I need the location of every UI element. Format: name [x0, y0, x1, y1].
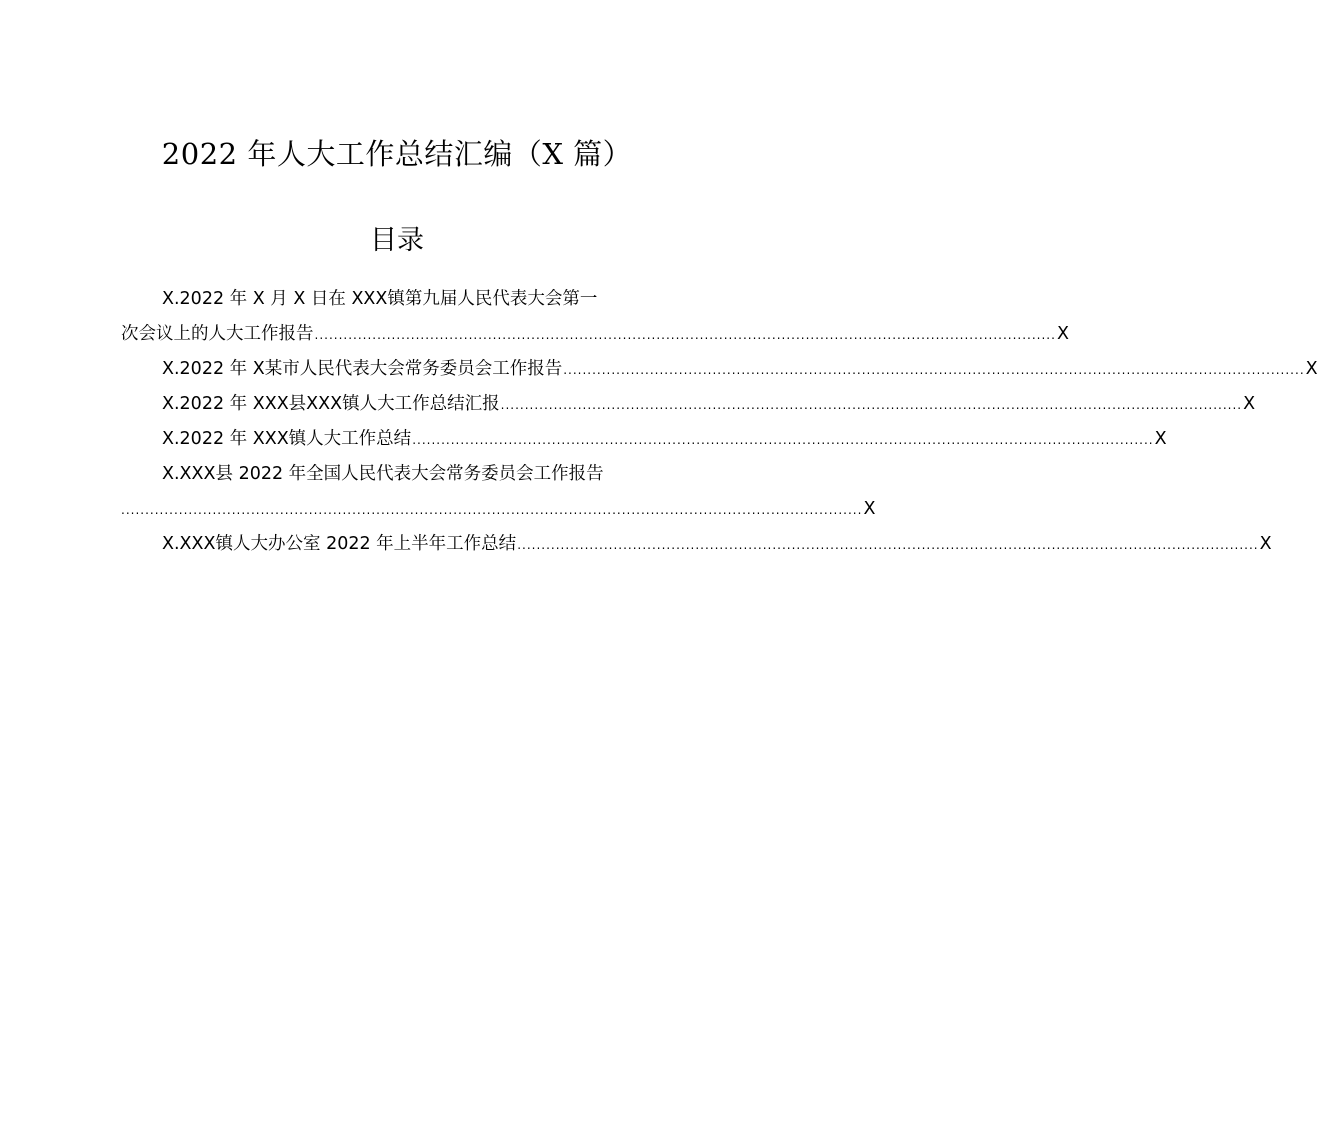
toc-entry-title: X.XXX县 2022 年全国人民代表大会常务委员会工作报告 [162, 464, 604, 484]
toc-entry-line [121, 492, 876, 527]
toc-entry-line [121, 352, 1318, 387]
dot-leader: .......................................................................................................................................................... [517, 538, 1259, 552]
toc-entry[interactable] [121, 282, 1069, 352]
dot-leader: .......................................................................................................................................................... [121, 503, 863, 517]
toc-entry-line [121, 387, 1256, 422]
dot-leader: .......................................................................................................................................................... [563, 363, 1305, 377]
toc-entry-line [121, 527, 1272, 562]
toc-entry-line [121, 457, 674, 492]
toc-entry-line [121, 317, 1069, 352]
toc-entry-title-continued: 次会议上的人大工作报告 [121, 324, 314, 344]
toc-entry-page: X [863, 499, 876, 519]
table-of-contents [121, 282, 1318, 562]
toc-entry[interactable] [121, 387, 1256, 422]
toc-entry-page: X [1243, 394, 1256, 414]
toc-entry-page: X [1259, 534, 1272, 554]
toc-entry[interactable] [121, 352, 1318, 387]
toc-entry-page: X [1154, 429, 1167, 449]
toc-entry-line [121, 422, 1167, 457]
dot-leader: .......................................................................................................................................................... [314, 328, 1056, 342]
toc-entry-page: X [1056, 324, 1069, 344]
dot-leader: .......................................................................................................................................................... [412, 433, 1154, 447]
toc-entry-title: X.2022 年 XXX镇人大工作总结 [162, 429, 412, 449]
toc-heading: 目录 [370, 225, 424, 256]
toc-entry-title: X.2022 年 X某市人民代表大会常务委员会工作报告 [162, 359, 563, 379]
toc-entry-title: X.2022 年 XXX县XXX镇人大工作总结汇报 [162, 394, 500, 414]
toc-entry-page: X [1305, 359, 1318, 379]
toc-entry-title: X.2022 年 X 月 X 日在 XXX镇第九届人民代表大会第一 [162, 289, 598, 309]
toc-entry[interactable] [121, 457, 876, 527]
toc-entry[interactable] [121, 422, 1167, 457]
toc-entry-title: X.XXX镇人大办公室 2022 年上半年工作总结 [162, 534, 517, 554]
toc-entry[interactable] [121, 527, 1272, 562]
dot-leader: .......................................................................................................................................................... [500, 398, 1243, 412]
toc-entry-line [121, 282, 674, 317]
document-title: 2022 年人大工作总结汇编（X 篇） [161, 137, 633, 171]
